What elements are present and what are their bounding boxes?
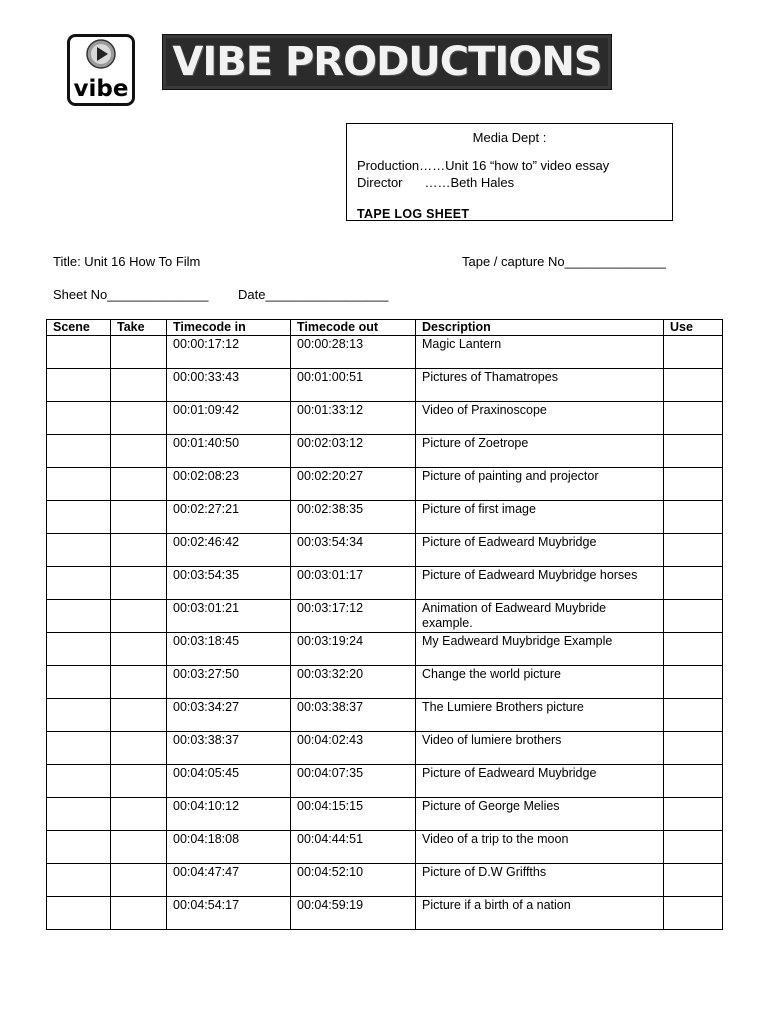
table-row: [47, 633, 723, 666]
timecode-out-cell: 00:04:07:35: [291, 765, 416, 798]
tape-log-table: [46, 319, 723, 930]
take-cell: [111, 633, 167, 666]
scene-cell: [47, 336, 111, 369]
timecode-out-cell: 00:04:15:15: [291, 798, 416, 831]
use-cell: [664, 897, 723, 930]
scene-cell: [47, 798, 111, 831]
take-cell: [111, 567, 167, 600]
use-cell: [664, 765, 723, 798]
timecode-out-cell: 00:04:02:43: [291, 732, 416, 765]
description-cell: Picture of D.W Griffths: [416, 864, 664, 897]
use-cell: [664, 402, 723, 435]
take-cell: [111, 501, 167, 534]
scene-cell: [47, 435, 111, 468]
scene-cell: [47, 732, 111, 765]
timecode-out-cell: 00:03:38:37: [291, 699, 416, 732]
director-value: ……Beth Hales: [424, 175, 515, 190]
timecode-in-cell: 00:04:18:08: [167, 831, 291, 864]
header-timecode-in: Timecode in: [167, 320, 291, 336]
timecode-out-cell: 00:00:28:13: [291, 336, 416, 369]
description-cell: The Lumiere Brothers picture: [416, 699, 664, 732]
timecode-in-cell: 00:01:40:50: [167, 435, 291, 468]
table-row: [47, 765, 723, 798]
vibe-logo: [67, 34, 135, 106]
timecode-out-cell: 00:03:32:20: [291, 666, 416, 699]
take-cell: [111, 666, 167, 699]
table-row: [47, 831, 723, 864]
media-dept-label: Media Dept :: [472, 130, 547, 145]
use-cell: [664, 699, 723, 732]
description-cell: Picture of painting and projector: [416, 468, 664, 501]
take-cell: [111, 336, 167, 369]
timecode-in-cell: 00:01:09:42: [167, 402, 291, 435]
table-row: [47, 402, 723, 435]
table-row: [47, 501, 723, 534]
production-line: Production……Unit 16 “how to” video essay: [357, 158, 610, 173]
table-row: [47, 534, 723, 567]
company-banner: [162, 34, 612, 90]
description-cell: Video of lumiere brothers: [416, 732, 664, 765]
scene-cell: [47, 666, 111, 699]
director-label: Director: [357, 175, 403, 190]
description-cell: Picture of Eadweard Muybridge: [416, 765, 664, 798]
timecode-out-cell: 00:01:00:51: [291, 369, 416, 402]
header-take: Take: [111, 320, 167, 336]
timecode-in-cell: 00:02:08:23: [167, 468, 291, 501]
scene-cell: [47, 468, 111, 501]
scene-cell: [47, 501, 111, 534]
timecode-in-cell: 00:03:27:50: [167, 666, 291, 699]
timecode-in-cell: 00:04:05:45: [167, 765, 291, 798]
use-cell: [664, 732, 723, 765]
scene-cell: [47, 897, 111, 930]
use-cell: [664, 336, 723, 369]
take-cell: [111, 831, 167, 864]
timecode-in-cell: 00:03:34:27: [167, 699, 291, 732]
scene-cell: [47, 633, 111, 666]
director-line: [357, 175, 514, 190]
take-cell: [111, 369, 167, 402]
timecode-out-cell: 00:02:20:27: [291, 468, 416, 501]
table-row: [47, 897, 723, 930]
description-cell: Picture of Zoetrope: [416, 435, 664, 468]
use-cell: [664, 501, 723, 534]
timecode-in-cell: 00:03:54:35: [167, 567, 291, 600]
scene-cell: [47, 765, 111, 798]
use-cell: [664, 468, 723, 501]
description-cell: Animation of Eadweard Muybride example.: [416, 600, 664, 633]
production-info-box: [346, 123, 673, 221]
use-cell: [664, 666, 723, 699]
scene-cell: [47, 369, 111, 402]
use-cell: [664, 435, 723, 468]
tape-capture-field: Tape / capture No______________: [462, 254, 666, 269]
take-cell: [111, 468, 167, 501]
use-cell: [664, 633, 723, 666]
timecode-out-cell: 00:02:03:12: [291, 435, 416, 468]
table-row: [47, 435, 723, 468]
header-use: Use: [664, 320, 723, 336]
timecode-in-cell: 00:04:47:47: [167, 864, 291, 897]
description-cell: Magic Lantern: [416, 336, 664, 369]
table-row: [47, 369, 723, 402]
timecode-in-cell: 00:00:17:12: [167, 336, 291, 369]
table-row: [47, 732, 723, 765]
use-cell: [664, 567, 723, 600]
timecode-out-cell: 00:03:17:12: [291, 600, 416, 633]
description-cell: Picture of first image: [416, 501, 664, 534]
use-cell: [664, 864, 723, 897]
sheet-no-field: Sheet No______________: [53, 287, 209, 302]
table-header-row: [47, 320, 723, 336]
header-timecode-out: Timecode out: [291, 320, 416, 336]
vibe-logo-icon: [67, 34, 135, 106]
table-row: [47, 468, 723, 501]
scene-cell: [47, 864, 111, 897]
scene-cell: [47, 600, 111, 633]
description-cell: My Eadweard Muybridge Example: [416, 633, 664, 666]
use-cell: [664, 600, 723, 633]
header-description: Description: [416, 320, 664, 336]
timecode-out-cell: 00:04:44:51: [291, 831, 416, 864]
use-cell: [664, 369, 723, 402]
timecode-in-cell: 00:02:46:42: [167, 534, 291, 567]
timecode-in-cell: 00:00:33:43: [167, 369, 291, 402]
timecode-out-cell: 00:03:01:17: [291, 567, 416, 600]
use-cell: [664, 831, 723, 864]
scene-cell: [47, 699, 111, 732]
timecode-in-cell: 00:03:01:21: [167, 600, 291, 633]
table-row: [47, 336, 723, 369]
sheet-type-heading: TAPE LOG SHEET: [357, 207, 470, 221]
scene-cell: [47, 567, 111, 600]
scene-cell: [47, 534, 111, 567]
description-cell: Video of Praxinoscope: [416, 402, 664, 435]
header-scene: Scene: [47, 320, 111, 336]
take-cell: [111, 765, 167, 798]
take-cell: [111, 732, 167, 765]
timecode-out-cell: 00:03:19:24: [291, 633, 416, 666]
timecode-out-cell: 00:01:33:12: [291, 402, 416, 435]
timecode-out-cell: 00:04:52:10: [291, 864, 416, 897]
table-row: [47, 864, 723, 897]
table-row: [47, 567, 723, 600]
timecode-in-cell: 00:02:27:21: [167, 501, 291, 534]
timecode-in-cell: 00:04:10:12: [167, 798, 291, 831]
company-name: VIBE PRODUCTIONS: [172, 39, 602, 85]
take-cell: [111, 435, 167, 468]
take-cell: [111, 864, 167, 897]
description-cell: Picture of Eadweard Muybridge horses: [416, 567, 664, 600]
timecode-in-cell: 00:03:18:45: [167, 633, 291, 666]
take-cell: [111, 897, 167, 930]
table-row: [47, 666, 723, 699]
take-cell: [111, 798, 167, 831]
timecode-out-cell: 00:03:54:34: [291, 534, 416, 567]
timecode-in-cell: 00:04:54:17: [167, 897, 291, 930]
description-cell: Pictures of Thamatropes: [416, 369, 664, 402]
table-row: [47, 600, 723, 633]
timecode-in-cell: 00:03:38:37: [167, 732, 291, 765]
title-field: Title: Unit 16 How To Film: [53, 254, 201, 269]
table-row: [47, 699, 723, 732]
description-cell: Video of a trip to the moon: [416, 831, 664, 864]
table-body: [47, 336, 723, 930]
logo-text: vibe: [73, 76, 129, 102]
take-cell: [111, 600, 167, 633]
description-cell: Picture if a birth of a nation: [416, 897, 664, 930]
description-cell: Picture of George Melies: [416, 798, 664, 831]
timecode-out-cell: 00:04:59:19: [291, 897, 416, 930]
take-cell: [111, 534, 167, 567]
date-field: Date_________________: [238, 287, 389, 302]
use-cell: [664, 534, 723, 567]
description-cell: Picture of Eadweard Muybridge: [416, 534, 664, 567]
take-cell: [111, 402, 167, 435]
table-row: [47, 798, 723, 831]
scene-cell: [47, 831, 111, 864]
timecode-out-cell: 00:02:38:35: [291, 501, 416, 534]
use-cell: [664, 798, 723, 831]
scene-cell: [47, 402, 111, 435]
description-cell: Change the world picture: [416, 666, 664, 699]
take-cell: [111, 699, 167, 732]
